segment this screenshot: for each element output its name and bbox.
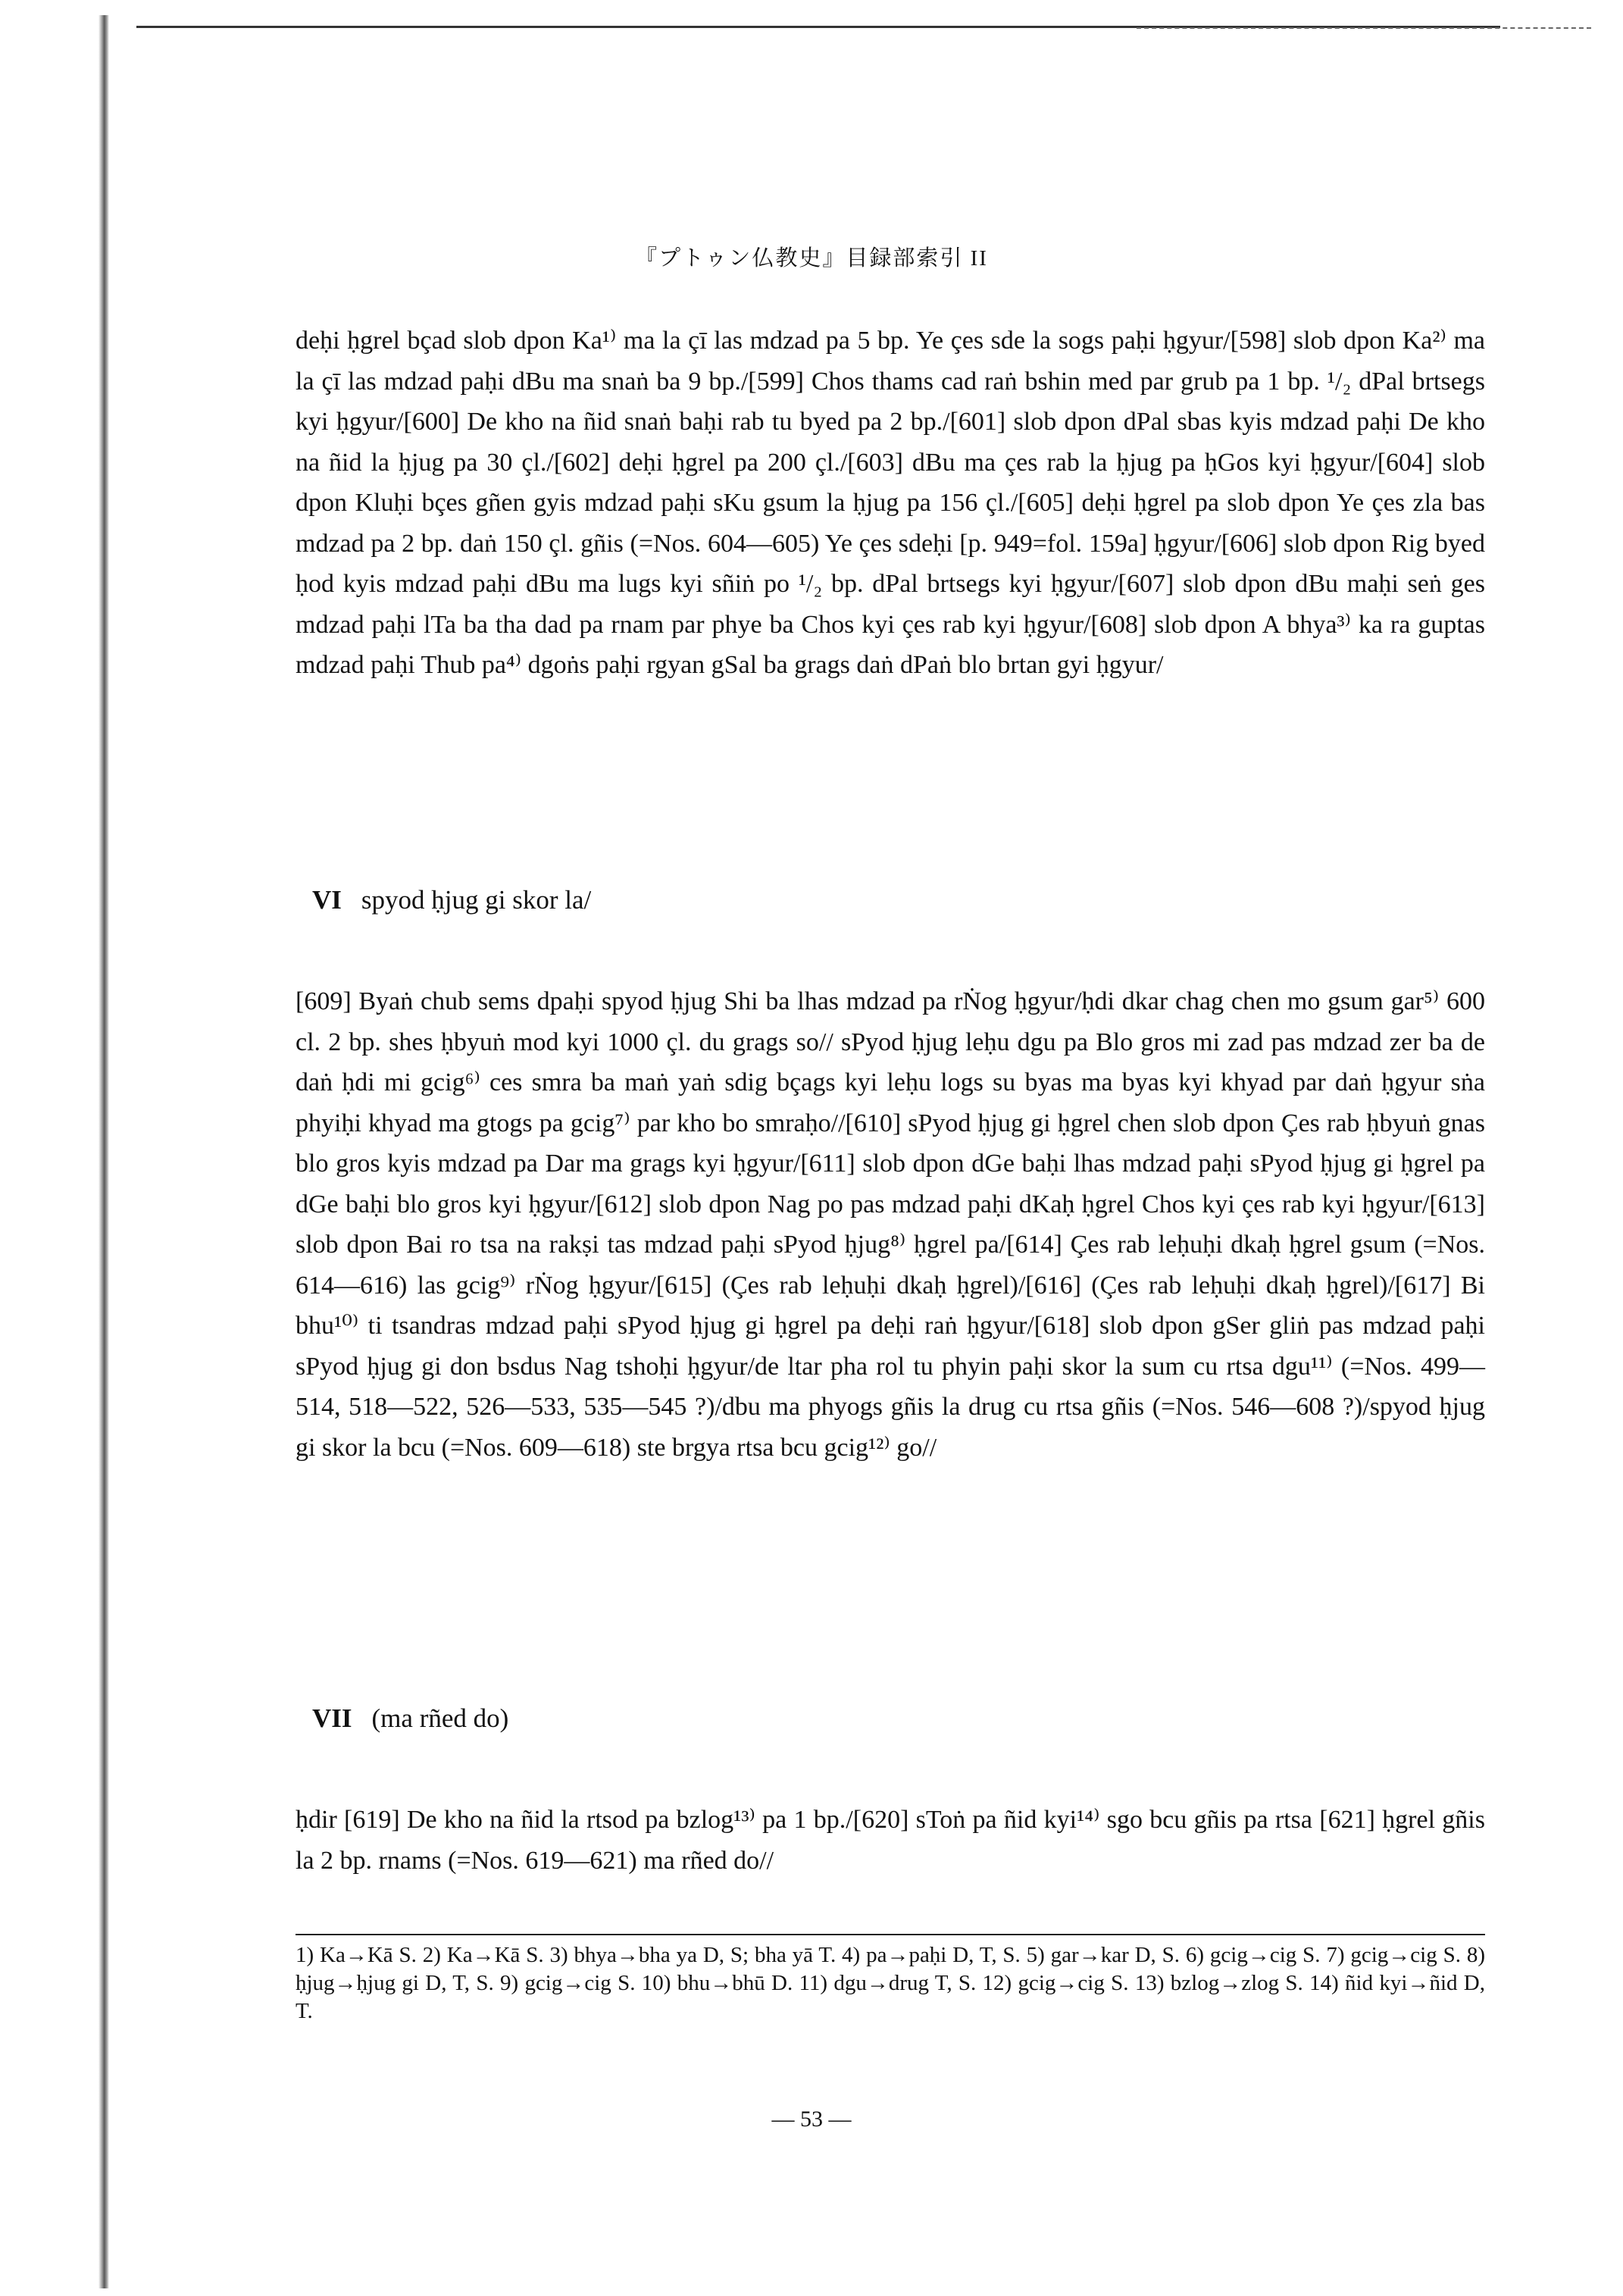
paragraph-entries-598-608: deḥi ḥgrel bçad slob dpon Ka¹⁾ ma la çī las mdzad pa 5 bp. Ye çes sde la sogs paḥi ḥgyur/[598] slob dpon Ka²⁾ ma la çī las mdzad paḥi dBu ma snaṅ ba 9 bp./[599] Chos thams cad raṅ bshin med par grub pa 1 bp. ¹/₂ dPal brtsegs kyi ḥgyur/[600] De kho na ñid snaṅ baḥi rab tu byed pa 2 bp./[601] slob dpon dPal sbas kyis mdzad paḥi De kho na ñid la ḥjug pa 30 çl./[602] deḥi ḥgrel pa 200 çl./[603] dBu ma çes rab la ḥjug pa ḥGos kyi ḥgyur/[604] slob dpon Kluḥi bçes gñen gyis mdzad paḥi sKu gsum la ḥjug pa 156 çl./[605] deḥi ḥgrel pa slob dpon Ye çes zla bas mdzad pa 2 bp. daṅ 150 çl. gñis (=Nos. 604—605) Ye çes sdeḥi [p. 949=fol. 159a] ḥgyur/[606] slob dpon Rig byed ḥod kyis mdzad paḥi dBu ma lugs kyi sñiṅ po ¹/₂ bp. dPal brtsegs kyi ḥgyur/[607] slob dpon dBu maḥi seṅ ges mdzad paḥi lTa ba tha dad pa rnam par phye ba Chos kyi çes rab kyi ḥgyur/[608] slob dpon A bhya³⁾ ka ra guptas mdzad paḥi Thub pa⁴⁾ dgoṅs paḥi rgyan gSal ba grags daṅ dPaṅ blo brtan gyi ḥgyur/ (296, 327, 1485, 679)
section-number: VI (312, 885, 342, 915)
binding-edge (99, 15, 109, 2288)
top-rule-dashed (1137, 27, 1591, 29)
section-title: (ma rñed do) (371, 1703, 509, 1733)
paragraph-entries-609-618: [609] Byaṅ chub sems dpaḥi spyod ḥjug Shi ba lhas mdzad pa rṄog ḥgyur/ḥdi dkar chag chen mo gsum gar⁵⁾ 600 cl. 2 bp. shes ḥbyuṅ mod kyi 1000 çl. du grags so// sPyod ḥjug leḥu dgu pa Blo gros mi zad pas mdzad zer ba de daṅ ḥdi mi gcig⁶⁾ ces smra ba maṅ yaṅ sdig bçags kyi leḥu logs su byas ma byas kyi khyad par daṅ ḥgyur sṅa phyiḥi khyad ma gtogs pa gcig⁷⁾ par kho bo smraḥo//[610] sPyod ḥjug gi ḥgrel chen slob dpon Çes rab ḥbyuṅ gnas blo gros kyis mdzad pa Dar ma grags kyi ḥgyur/[611] slob dpon dGe baḥi lhas mdzad paḥi sPyod ḥjug gi ḥgrel pa dGe baḥi blo gros kyi ḥgyur/[612] slob dpon Nag po pas mdzad paḥi dKaḥ ḥgrel Chos kyi çes rab kyi ḥgyur/[613] slob dpon Bai ro tsa na rakṣi tas mdzad paḥi sPyod ḥjug⁸⁾ ḥgrel pa/[614] Çes rab leḥuḥi dkaḥ ḥgrel gsum (=Nos. 614—616) las gcig⁹⁾ rṄog ḥgyur/[615] (Çes rab leḥuḥi dkaḥ ḥgrel)/[616] (Çes rab leḥuḥi dkaḥ ḥgrel)/[617] Bi bhu¹⁰⁾ ti tsandras mdzad paḥi sPyod ḥjug gi ḥgrel pa deḥi raṅ ḥgyur/[618] slob dpon gSer gliṅ pas mdzad paḥi sPyod ḥjug gi don bsdus Nag tshoḥi ḥgyur/de ltar pha rol tu phyin paḥi skor la sum cu rtsa dgu¹¹⁾ (=Nos. 499—514, 518—522, 526—533, 535—545 ?)/dbu ma phyogs gñis la drug cu rtsa gñis (=Nos. 546—608 ?)/spyod ḥjug gi skor la bcu (=Nos. 609—618) ste brgya rtsa bcu gcig¹²⁾ go// (296, 987, 1485, 1462)
section-number: VII (312, 1703, 352, 1733)
section-title: spyod ḥjug gi skor la/ (361, 885, 592, 915)
paragraph-entries-619-621: ḥdir [619] De kho na ñid la rtsod pa bzlog¹³⁾ pa 1 bp./[620] sToṅ pa ñid kyi¹⁴⁾ sgo bcu gñis pa rtsa [621] ḥgrel gñis la 2 bp. rnams (=Nos. 619—621) ma rñed do// (296, 1806, 1485, 1875)
running-header: 『プトゥン仏教史』目録部索引 II (635, 246, 988, 271)
section-heading-vii (312, 1703, 508, 1734)
footnote-rule (296, 1934, 1485, 1935)
section-heading-vi (312, 885, 591, 915)
footnotes: 1) Ka→Kā S. 2) Ka→Kā S. 3) bhya→bha ya D, S; bha yā T. 4) pa→paḥi D, T, S. 5) gar→kar D, S. 6) gcig→cig S. 7) gcig→cig S. 8) ḥjug→ḥjug gi D, T, S. 9) gcig→cig S. 10) bhu→bhū D. 11) dgu→drug T, S. 12) gcig→cig S. 13) bzlog→zlog S. 14) ñid kyi→ñid D, T. (296, 1943, 1485, 2023)
page-number: — 53 — (771, 2107, 852, 2132)
